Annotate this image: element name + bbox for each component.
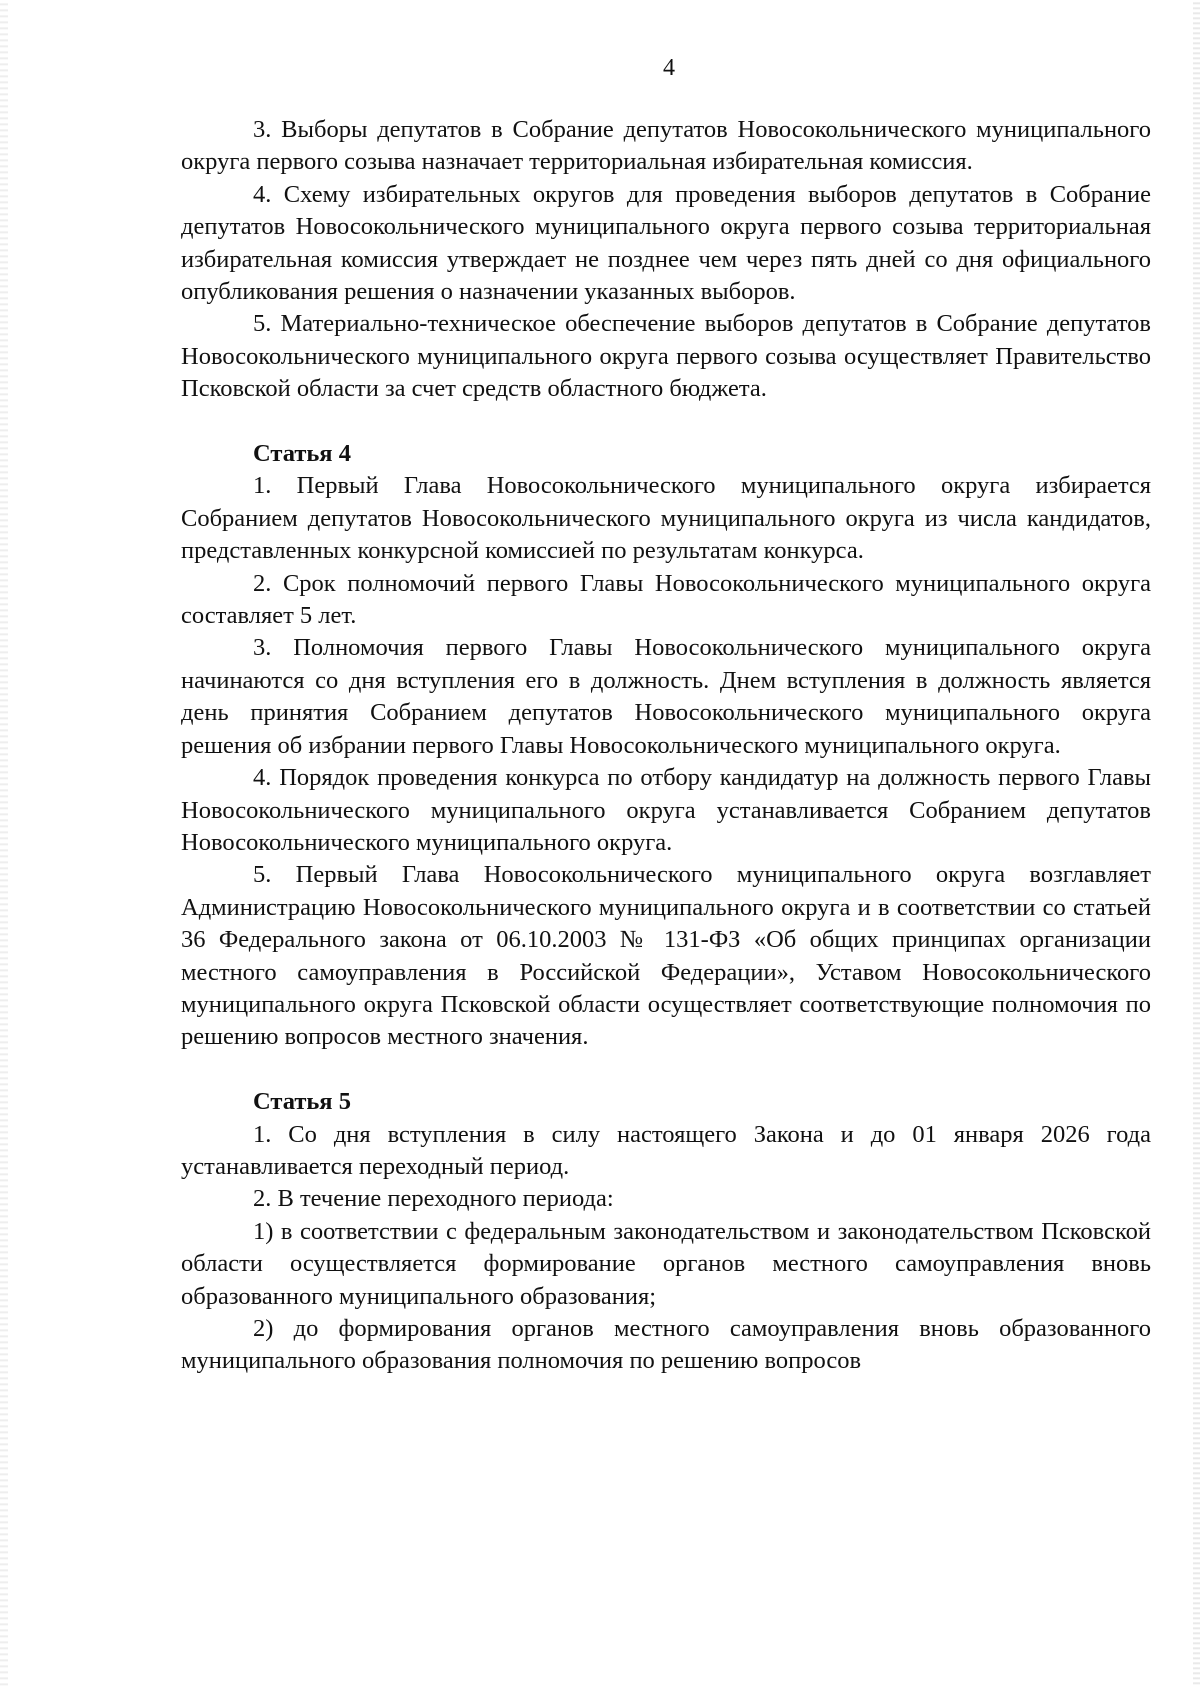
paragraph-3-3: 5. Материально-техническое обеспечение выборов депутатов в Собрание депутатов Новосокольнического муниципального округа первого созыва осуществляет Правительство Псковской области за счет средств областного бюджета.: [181, 310, 1151, 403]
article-5-paragraph-2: 2. В течение переходного периода:: [253, 1185, 614, 1213]
article-5-item-2: 2) до формирования органов местного самоуправления вновь образованного муниципального образования полномочия по решению вопросов: [181, 1315, 1151, 1375]
page-number: 4: [663, 55, 675, 81]
section-gap: [181, 406, 1151, 438]
paragraph-3-1: 3. Выборы депутатов в Собрание депутатов Новосокольнического муниципального округа первого созыва назначает территориальная избирательная комиссия.: [181, 116, 1151, 176]
article-5-paragraph-1: 1. Со дня вступления в силу настоящего Закона и до 01 января 2026 года устанавливается переходный период.: [181, 1120, 1151, 1180]
scan-edge-right: [1193, 0, 1200, 1686]
article-5-heading: Статья 5: [253, 1088, 351, 1116]
article-4-paragraph-4: 4. Порядок проведения конкурса по отбору кандидатур на должность первого Главы Новосокольнического муниципального округа устанавливается Собранием депутатов Новосокольнического муниципального округа.: [181, 764, 1151, 856]
scan-edge-left: [0, 0, 8, 1686]
article-4-paragraph-2: 2. Срок полномочий первого Главы Новосокольнического муниципального округа составляет 5 лет.: [181, 569, 1151, 630]
article-4-paragraph-3: 3. Полномочия первого Главы Новосокольнического муниципального округа начинаются со дня вступления его в должность. Днем вступления в должность является день принятия Собранием депутатов Новосокольнического муниципального округа решения об избрании первого Главы Новосокольнического муниципального округа.: [181, 634, 1151, 759]
article-4-paragraph-5: 5. Первый Глава Новосокольнического муниципального округа возглавляет Администрацию Новосокольнического муниципального округа и в соответствии со статьей 36 Федерального закона от 06.10.2003 № 131-ФЗ «Об общих принципах организации местного самоуправления в Российской Федерации», Уставом Новосокольнического муниципального округа Псковской области осуществляет соответствующие полномочия по решению вопросов местного значения.: [181, 861, 1151, 1051]
paragraph-3-2: 4. Схему избирательных округов для проведения выборов депутатов в Собрание депутатов Новосокольнического муниципального округа первого созыва территориальная избирательная комиссия утверждает не позднее чем через пять дней со дня официального опубликования решения о назначении указанных выборов.: [181, 180, 1151, 306]
article-4-paragraph-1: 1. Первый Глава Новосокольнического муниципального округа избирается Собранием депутатов Новосокольнического муниципального округа из числа кандидатов, представленных конкурсной комиссией по результатам конкурса.: [181, 472, 1151, 565]
section-gap: [181, 1054, 1151, 1086]
article-5-item-1: 1) в соответствии с федеральным законодательством и законодательством Псковской области осуществляется формирование органов местного самоуправления вновь образованного муниципального образования;: [181, 1217, 1151, 1310]
article-4-heading: Статья 4: [253, 440, 351, 468]
document-body: [181, 114, 1151, 1378]
